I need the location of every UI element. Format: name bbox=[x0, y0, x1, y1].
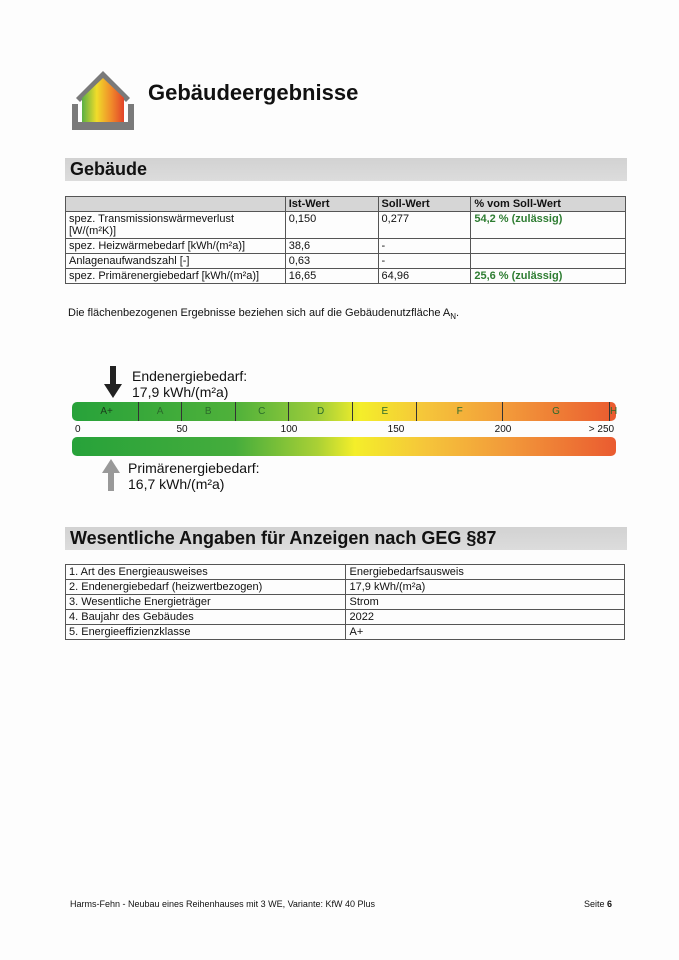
soll-value: 0,277 bbox=[378, 212, 471, 239]
row-label: 4. Baujahr des Gebäudes bbox=[66, 610, 346, 625]
primary-energy-bar bbox=[72, 437, 616, 456]
table-row bbox=[66, 269, 626, 284]
end-energy-arrow-icon bbox=[104, 366, 122, 398]
class-segment-a-plus: A+ bbox=[75, 402, 139, 421]
page-number-value: 6 bbox=[607, 899, 613, 909]
end-energy-value: 17,9 kWh/(m²a) bbox=[132, 384, 229, 400]
house-logo-icon bbox=[70, 68, 136, 132]
page-title: Gebäudeergebnisse bbox=[148, 80, 359, 105]
row-label: 2. Endenergiebedarf (heizwertbezogen) bbox=[66, 580, 346, 595]
scale-tick-label: 0 bbox=[75, 424, 81, 435]
table-row bbox=[66, 580, 625, 595]
table-row bbox=[66, 610, 625, 625]
header-ist: Ist-Wert bbox=[285, 197, 378, 212]
section-heading-geg87: Wesentliche Angaben für Anzeigen nach GEG §87 bbox=[65, 527, 627, 550]
class-segment-h: H bbox=[610, 406, 618, 417]
scale-tick-label: 100 bbox=[280, 424, 298, 435]
class-segment-b: B bbox=[182, 402, 236, 421]
class-segment-d: D bbox=[289, 402, 353, 421]
class-segment-g: G bbox=[503, 402, 610, 421]
area-note bbox=[68, 307, 459, 321]
primary-energy-label: Primärenergiebedarf: bbox=[128, 460, 260, 476]
primary-energy-value: 16,7 kWh/(m²a) bbox=[128, 476, 225, 492]
building-results-table bbox=[65, 196, 626, 284]
scale-tick-label: 150 bbox=[387, 424, 405, 435]
class-segment-a: A bbox=[139, 402, 182, 421]
primary-energy-arrow-icon bbox=[102, 459, 120, 491]
class-segment-e: E bbox=[353, 402, 417, 421]
header-soll: Soll-Wert bbox=[378, 197, 471, 212]
section-heading-gebaeude: Gebäude bbox=[65, 158, 627, 181]
row-label: spez. Heizwärmebedarf [kWh/(m²a)] bbox=[66, 239, 286, 254]
end-energy-label: Endenergiebedarf: bbox=[132, 368, 248, 384]
ist-value: 0,150 bbox=[285, 212, 378, 239]
soll-value: - bbox=[378, 239, 471, 254]
efficiency-class-bar bbox=[72, 402, 616, 421]
row-value: Strom bbox=[346, 595, 625, 610]
header-cell bbox=[66, 197, 286, 212]
class-segment-f: F bbox=[417, 402, 503, 421]
page-label: Seite bbox=[584, 899, 608, 909]
row-label: spez. Transmissionswärmeverlust [W/(m²K)] bbox=[66, 212, 286, 239]
note-end: . bbox=[456, 307, 460, 319]
row-value: 17,9 kWh/(m²a) bbox=[346, 580, 625, 595]
soll-value: 64,96 bbox=[378, 269, 471, 284]
table-header-row bbox=[66, 197, 626, 212]
class-segment-c: C bbox=[236, 402, 290, 421]
table-row bbox=[66, 565, 625, 580]
row-value: 2022 bbox=[346, 610, 625, 625]
geg87-table bbox=[65, 564, 625, 640]
row-label: 5. Energieeffizienzklasse bbox=[66, 625, 346, 640]
scale-tick-label: > 250 bbox=[588, 424, 615, 435]
percent-value bbox=[471, 254, 626, 269]
scale-tick-label: 200 bbox=[494, 424, 512, 435]
header-percent: % vom Soll-Wert bbox=[471, 197, 626, 212]
row-label: Anlagenaufwandszahl [-] bbox=[66, 254, 286, 269]
table-row bbox=[66, 212, 626, 239]
row-label: 1. Art des Energieausweises bbox=[66, 565, 346, 580]
percent-value: 54,2 % (zulässig) bbox=[471, 212, 626, 239]
row-value: A+ bbox=[346, 625, 625, 640]
soll-value: - bbox=[378, 254, 471, 269]
ist-value: 16,65 bbox=[285, 269, 378, 284]
row-value: Energiebedarfsausweis bbox=[346, 565, 625, 580]
scale-tick-label: 50 bbox=[176, 424, 188, 435]
ist-value: 38,6 bbox=[285, 239, 378, 254]
row-label: 3. Wesentliche Energieträger bbox=[66, 595, 346, 610]
table-row bbox=[66, 254, 626, 269]
row-label: spez. Primärenergiebedarf [kWh/(m²a)] bbox=[66, 269, 286, 284]
note-subscript: N bbox=[450, 312, 456, 322]
percent-value: 25,6 % (zulässig) bbox=[471, 269, 626, 284]
note-text: Die flächenbezogenen Ergebnisse beziehen sich auf die Gebäudenutzfläche A bbox=[68, 307, 451, 319]
table-row bbox=[66, 239, 626, 254]
table-row bbox=[66, 625, 625, 640]
footer-text: Harms-Fehn - Neubau eines Reihenhauses mit 3 WE, Variante: KfW 40 Plus bbox=[70, 899, 375, 909]
page-number bbox=[584, 899, 612, 909]
ist-value: 0,63 bbox=[285, 254, 378, 269]
percent-value bbox=[471, 239, 626, 254]
table-row bbox=[66, 595, 625, 610]
